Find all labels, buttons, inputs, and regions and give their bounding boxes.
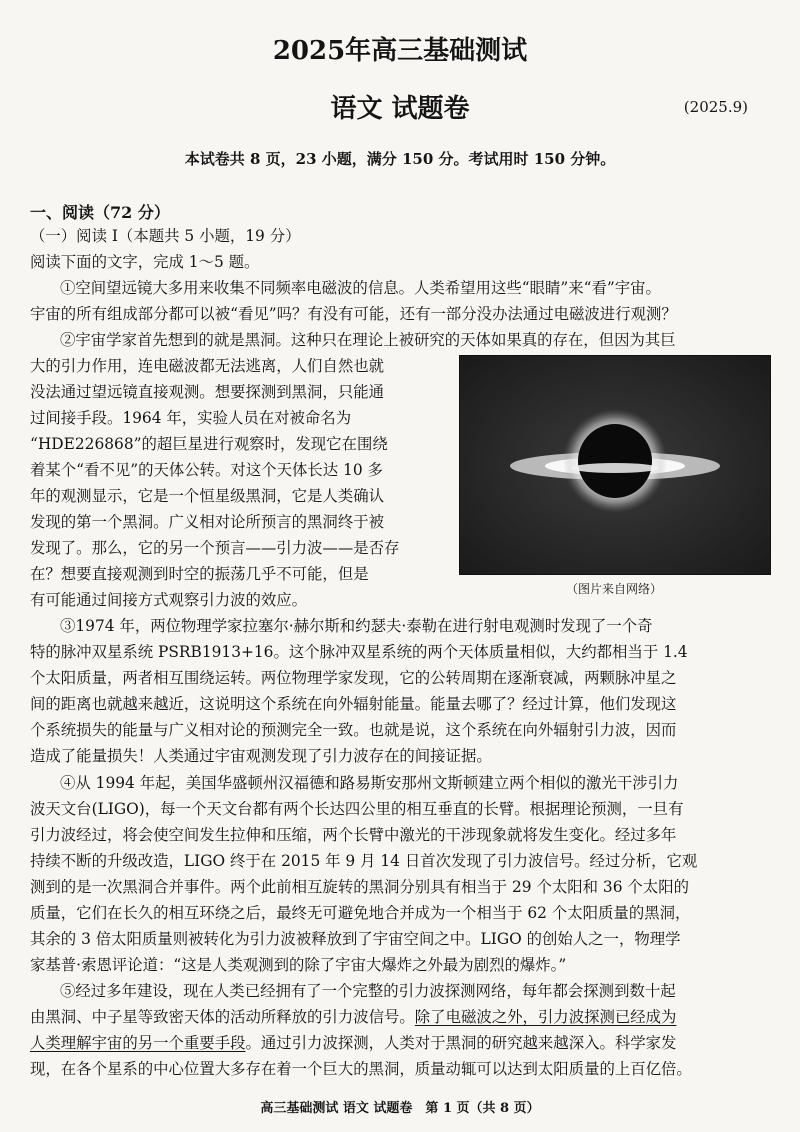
paragraph-line: 现，在各个星系的中心位置大多存在着一个巨大的黑洞，质量动辄可以达到太阳质量的上百亿倍。 (30, 1060, 692, 1078)
paragraph-line: 其余的 3 倍太阳质量则被转化为引力波被释放到了宇宙空间之中。LIGO 的创始人之一，物理学 (30, 930, 681, 948)
exam-date: (2025.9) (683, 98, 748, 116)
underlined-sentence: 人类理解宇宙的另一个重要手段 (30, 1034, 246, 1052)
underlined-sentence: 除了电磁波之外，引力波探测已经成为 (414, 1008, 677, 1026)
paragraph-line: 着某个“看不见”的天体公转。对这个天体长达 10 多 (30, 461, 383, 479)
paragraph-line: 在？想要直接观测到时空的振荡几乎不可能，但是 (30, 565, 369, 583)
exam-title: 2025年高三基础测试 (272, 36, 528, 66)
paragraph-line (30, 1030, 676, 1056)
figure-caption: （图片来自网络） (565, 582, 662, 596)
section-heading: 一、阅读（72 分） (30, 203, 170, 222)
paragraph-line: 间的距离也就越来越近，这说明这个系统在向外辐射能量。能量去哪了？经过计算，他们发现这 (30, 695, 677, 713)
paragraph-line: 质量，它们在长久的相互环绕之后，最终无可避免地合并成为一个相当于 62 个太阳质量的黑洞， (30, 904, 691, 922)
paragraph-line: 有可能通过间接方式观察引力波的效应。 (30, 591, 308, 609)
paragraph-line: 造成了能量损失！人类通过宇宙观测发现了引力波存在的间接证据。 (30, 747, 492, 765)
paragraph-line: 没法通过望远镜直接观测。想要探测到黑洞，只能通 (30, 383, 384, 401)
paragraph-line: “HDE226868”的超巨星进行观察时，发现它在围绕 (30, 435, 388, 453)
black-hole-image (459, 355, 771, 575)
paragraph-line: ①空间望远镜大多用来收集不同频率电磁波的信息。人类希望用这些“眼睛”来“看”宇宙。 (60, 279, 661, 297)
paragraph-text: 由黑洞、中子星等致密天体的活动所释放的引力波信号。 (30, 1008, 415, 1026)
paragraph-line: 波天文台(LIGO)，每一个天文台都有两个长达四公里的相互垂直的长臂。根据理论预测，一旦有 (30, 800, 684, 818)
instruction: 阅读下面的文字，完成 1～5 题。 (30, 253, 260, 271)
paragraph-line (30, 1004, 676, 1030)
paragraph-line: 宇宙的所有组成部分都可以被“看见”吗？有没有可能，还有一部分没办法通过电磁波进行观测？ (30, 305, 677, 323)
paragraph-line: 特的脉冲双星系统 PSRB1913+16。这个脉冲双星系统的两个天体质量相似，大约都相当于 1.4 (30, 643, 688, 661)
black-hole-illustration (460, 356, 770, 574)
paragraph-line: 引力波经过，将会使空间发生拉伸和压缩，两个长臂中激光的干涉现象就将发生变化。经过多年 (30, 826, 677, 844)
paragraph-line: 测到的是一次黑洞合并事件。两个此前相互旋转的黑洞分别具有相当于 29 个太阳和 36 个太阳的 (30, 878, 689, 896)
paragraph-line: ②宇宙学家首先想到的就是黑洞。这种只在理论上被研究的天体如果真的存在，但因为其巨 (60, 331, 676, 349)
paragraph-line: 个系统损失的能量与广义相对论的预测完全一致。也就是说，这个系统在向外辐射引力波，因而 (30, 721, 677, 739)
paragraph-line: 家基普·索恩评论道：“这是人类观测到的除了宇宙大爆炸之外最为剧烈的爆炸。” (30, 956, 567, 974)
paragraph-line: ⑤经过多年建设，现在人类已经拥有了一个完整的引力波探测网络，每年都会探测到数十起 (60, 982, 676, 1000)
paragraph-line: ④从 1994 年起，美国华盛顿州汉福德和路易斯安那州文斯顿建立两个相似的激光干涉引力 (60, 774, 679, 792)
paragraph-line: 过间接手段。1964 年，实验人员在对被命名为 (30, 409, 352, 427)
exam-subtitle: 语文 试题卷 (330, 94, 470, 124)
paragraph-line: 年的观测显示，它是一个恒星级黑洞，它是人类确认 (30, 487, 384, 505)
paragraph-line: 大的引力作用，连电磁波都无法逃离，人们自然也就 (30, 357, 384, 375)
exam-note: 本试卷共 8 页，23 小题，满分 150 分。考试用时 150 分钟。 (184, 150, 616, 168)
page-footer: 高三基础测试 语文 试题卷 第 1 页（共 8 页） (260, 1101, 540, 1116)
paragraph-line: 发现的第一个黑洞。广义相对论所预言的黑洞终于被 (30, 513, 384, 531)
paragraph-line: ③1974 年，两位物理学家拉塞尔·赫尔斯和约瑟夫·泰勒在进行射电观测时发现了一个奇 (60, 617, 653, 635)
sub-heading: （一）阅读 I（本题共 5 小题，19 分） (30, 227, 301, 245)
paragraph-text: 。通过引力波探测，人类对于黑洞的研究越来越深入。科学家发 (245, 1034, 677, 1052)
paragraph-line: 持续不断的升级改造，LIGO 终于在 2015 年 9 月 14 日首次发现了引力波信号。经过分析，它观 (30, 852, 698, 870)
paragraph-line: 个太阳质量，两者相互围绕运转。两位物理学家发现，它的公转周期在逐渐衰减，两颗脉冲星之 (30, 669, 677, 687)
paragraph-line: 发现了。那么，它的另一个预言——引力波——是否存 (30, 539, 400, 557)
